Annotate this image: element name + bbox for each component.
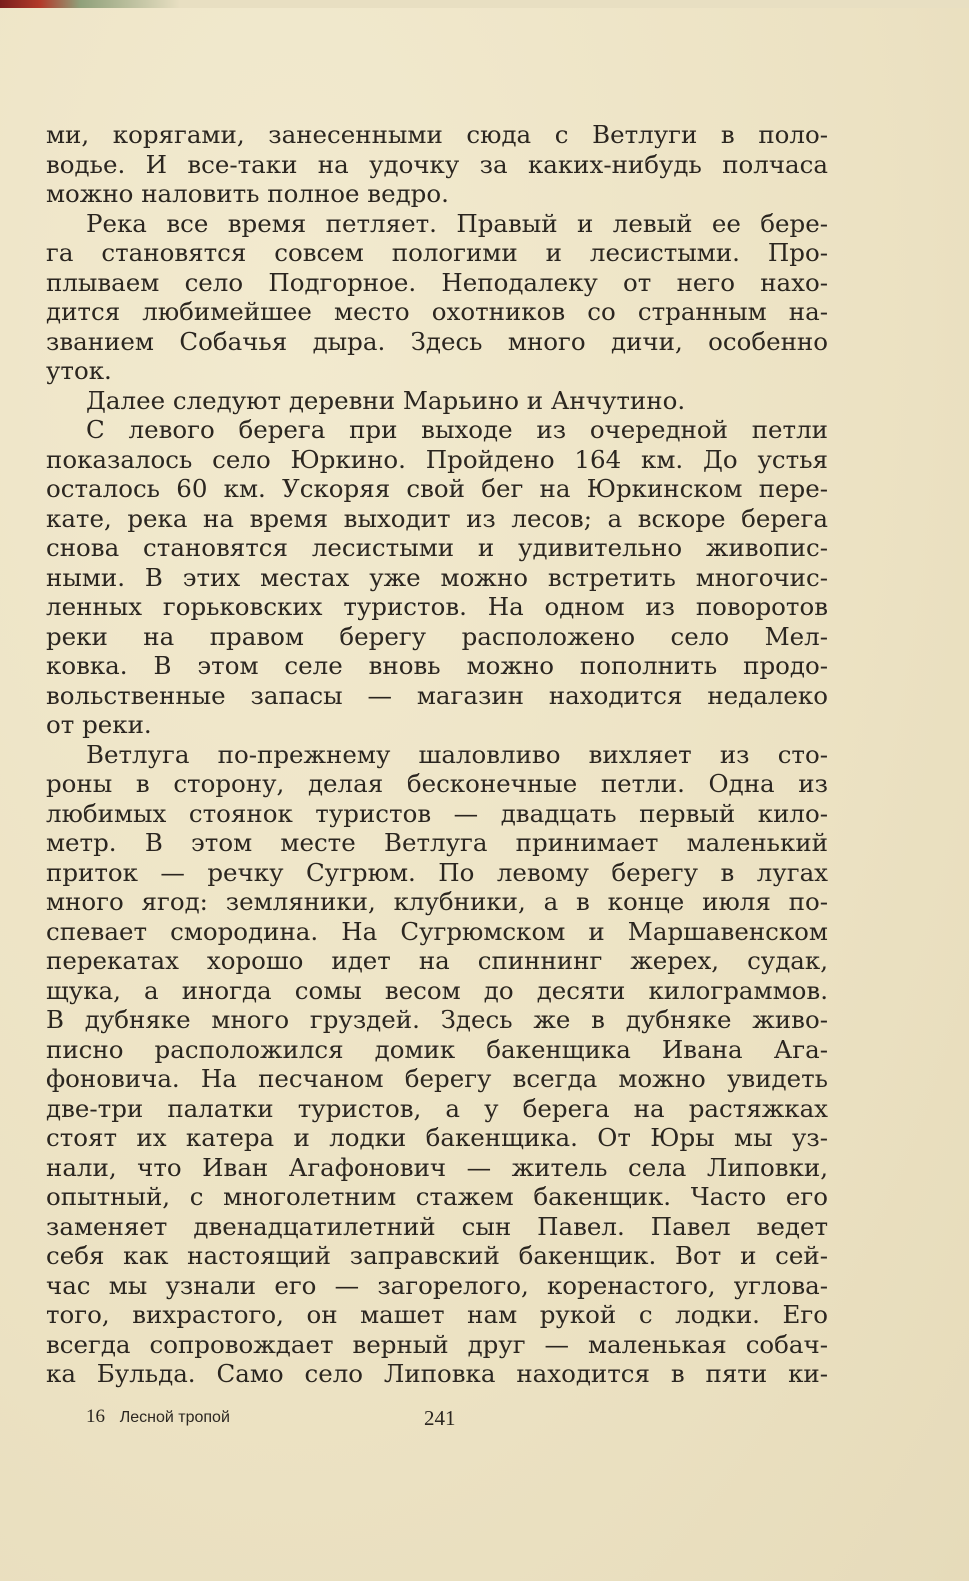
text-line: уток.	[46, 356, 112, 385]
text-line: Ветлуга по-прежнему шаловливо вихляет из сто-	[86, 739, 828, 769]
text-line: много ягод: земляники, клубники, а в конце июля по-	[46, 887, 828, 916]
text-line: Река все время петляет. Правый и левый ее бере-	[86, 208, 828, 238]
signature-title: Лесной тропой	[119, 1409, 230, 1426]
text-line: метр. В этом месте Ветлуга принимает маленький	[46, 828, 828, 857]
text-line: перекатах хорошо идет на спиннинг жерех, судак,	[46, 946, 828, 975]
text-line: реки на правом берегу расположено село Мел-	[46, 621, 828, 651]
text-line: ковка. В этом селе вновь можно пополнить продо-	[46, 651, 828, 680]
text-line: того, вихрастого, он машет нам рукой с лодки. Его	[46, 1300, 828, 1329]
text-line: любимых стоянок туристов — двадцать первый кило-	[46, 798, 828, 828]
text-line: ми, корягами, занесенными сюда с Ветлуги в поло-	[46, 120, 828, 149]
text-line: можно наловить полное ведро.	[46, 179, 449, 208]
text-line: щука, а иногда сомы весом до десяти килограммов.	[46, 975, 828, 1005]
page-body-text	[46, 120, 828, 1389]
text-line: кате, река на время выходит из лесов; а вскоре берега	[46, 503, 828, 533]
text-line: нали, что Иван Агафонович — житель села Липовки,	[46, 1152, 828, 1182]
text-line: снова становятся лесистыми и удивительно живопис-	[46, 533, 828, 562]
text-line: спевает смородина. На Сугрюмском и Маршавенском	[46, 916, 828, 946]
text-line: себя как настоящий заправский бакенщик. Вот и сей-	[46, 1241, 828, 1270]
text-line: Далее следуют деревни Марьино и Анчутино.	[86, 385, 686, 415]
text-line: плываем село Подгорное. Неподалеку от него нахо-	[46, 267, 828, 297]
text-line: С левого берега при выходе из очередной петли	[86, 415, 828, 444]
text-line: от реки.	[46, 710, 152, 739]
text-line: писно расположился домик бакенщика Ивана Ага-	[46, 1034, 828, 1064]
text-line: две-три палатки туристов, а у берега на растяжках	[46, 1093, 828, 1123]
text-line: показалось село Юркино. Пройдено 164 км. До устья	[46, 444, 828, 474]
text-line: В дубняке много груздей. Здесь же в дубняке живо-	[46, 1005, 828, 1034]
text-line: водье. И все-таки на удочку за каких-нибудь полчаса	[46, 149, 828, 179]
text-line: ными. В этих местах уже можно встретить многочис-	[46, 562, 828, 592]
page-number: 241	[424, 1406, 456, 1430]
text-line: ка Бульда. Само село Липовка находится в пяти ки-	[46, 1359, 828, 1388]
page-footer	[86, 1406, 586, 1434]
printer-signature	[86, 1406, 230, 1428]
text-line: га становятся совсем пологими и лесистыми. Про-	[46, 238, 828, 267]
text-line: опытный, с многолетним стажем бакенщик. Часто его	[46, 1182, 828, 1211]
signature-number: 16	[86, 1406, 105, 1427]
text-line: всегда сопровождает верный друг — маленькая собач-	[46, 1329, 828, 1359]
text-line: час мы узнали его — загорелого, коренастого, углова-	[46, 1270, 828, 1300]
text-line: ленных горьковских туристов. На одном из поворотов	[46, 592, 828, 621]
text-line: вольственные запасы — магазин находится недалеко	[46, 680, 828, 710]
text-line: роны в сторону, делая бесконечные петли. Одна из	[46, 769, 828, 798]
text-line: заменяет двенадцатилетний сын Павел. Павел ведет	[46, 1211, 828, 1241]
text-line: званием Собачья дыра. Здесь много дичи, особенно	[46, 326, 828, 356]
cover-edge-strip	[0, 0, 969, 8]
text-line: дится любимейшее место охотников со странным на-	[46, 297, 828, 326]
text-line: осталось 60 км. Ускоряя свой бег на Юркинском пере-	[46, 474, 828, 503]
text-line: стоят их катера и лодки бакенщика. От Юры мы уз-	[46, 1123, 828, 1152]
text-line: фоновича. На песчаном берегу всегда можно увидеть	[46, 1064, 828, 1093]
text-line: приток — речку Сугрюм. По левому берегу в лугах	[46, 857, 828, 887]
